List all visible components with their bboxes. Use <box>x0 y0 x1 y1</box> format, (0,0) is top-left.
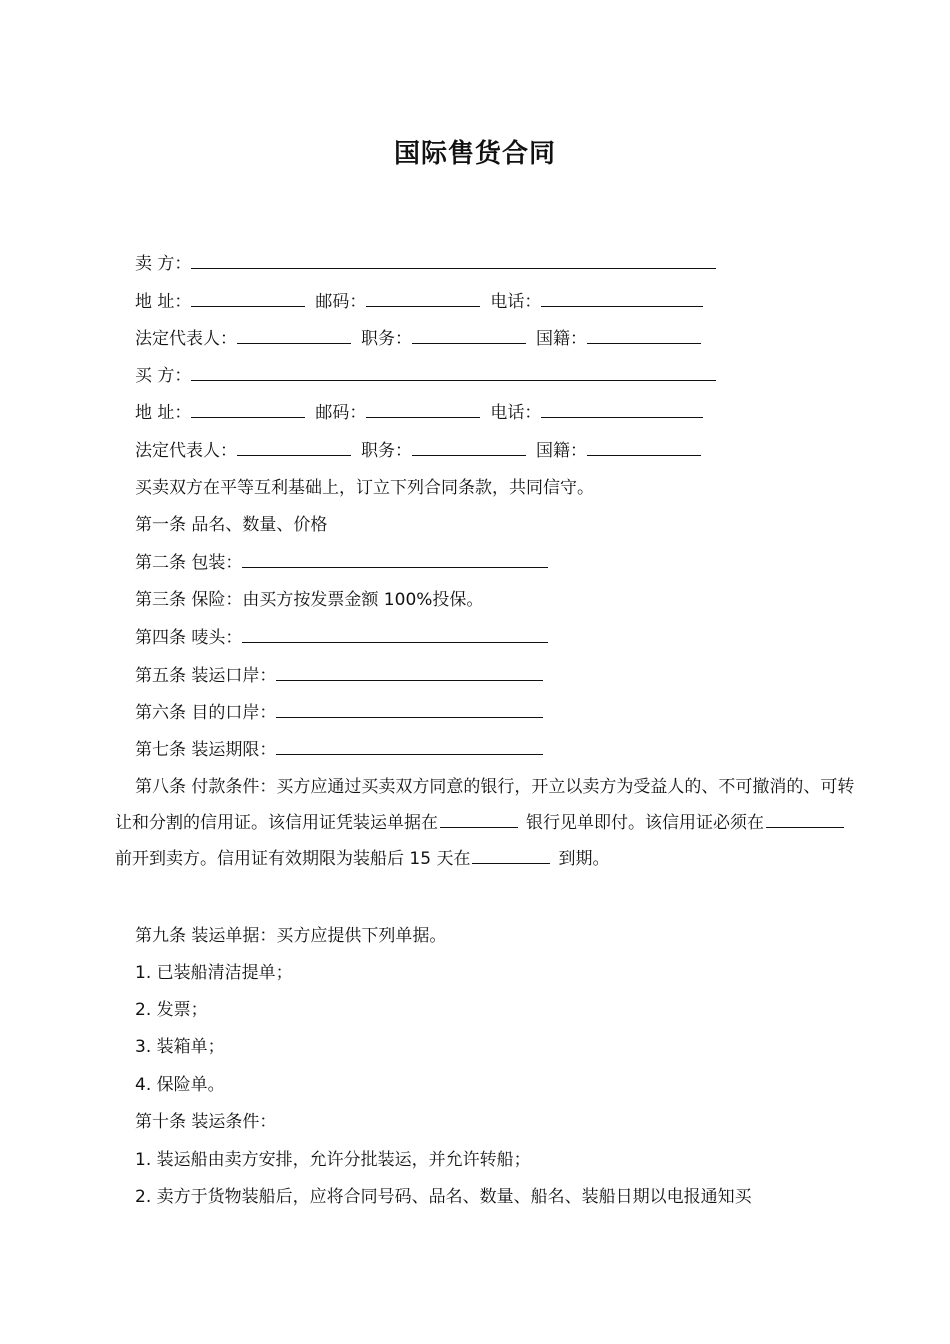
article-6-label: 第六条 目的口岸： <box>135 703 277 723</box>
address-label: 地 址： <box>135 292 192 312</box>
bank-blank[interactable] <box>440 811 518 828</box>
seller-blank[interactable] <box>191 252 716 269</box>
rep-blank[interactable] <box>237 327 351 344</box>
address-blank[interactable] <box>191 401 305 418</box>
rep-label: 法定代表人： <box>135 329 237 349</box>
page-title: 国际售货合同 <box>393 139 556 169</box>
seller-label: 卖 方： <box>135 254 192 274</box>
port-destination-blank[interactable] <box>276 701 543 718</box>
port-loading-blank[interactable] <box>276 664 543 681</box>
postcode-label: 邮码： <box>315 403 367 423</box>
list-item: 2. 发票； <box>135 1000 208 1020</box>
seller-line <box>135 252 716 275</box>
buyer-blank[interactable] <box>191 364 716 381</box>
article-4-label: 第四条 唛头： <box>135 628 243 648</box>
date-blank[interactable] <box>766 811 844 828</box>
place-blank[interactable] <box>472 847 550 864</box>
buyer-address-line <box>135 401 703 424</box>
nationality-label: 国籍： <box>536 441 587 461</box>
list-item: 1. 已装船清洁提单； <box>135 963 293 983</box>
article-8-text-1: 第八条 付款条件：买方应通过买卖双方同意的银行，开立以卖方为受益人的、不可撤消的、可转让和分割的信用证。该信用证凭装运单据在 <box>115 777 855 833</box>
article-8 <box>115 769 855 877</box>
article-2 <box>135 551 548 574</box>
nationality-blank[interactable] <box>587 439 701 456</box>
buyer-line <box>135 364 716 387</box>
article-7-label: 第七条 装运期限： <box>135 740 277 760</box>
article-8-text-4: 到期。 <box>558 849 610 869</box>
postcode-label: 邮码： <box>315 292 367 312</box>
list-item: 4. 保险单。 <box>135 1075 225 1095</box>
position-blank[interactable] <box>412 327 526 344</box>
shipment-period-blank[interactable] <box>276 738 543 755</box>
marks-blank[interactable] <box>242 626 548 643</box>
rep-blank[interactable] <box>237 439 351 456</box>
article-8-text-2: 银行见单即付。该信用证必须在 <box>526 813 764 833</box>
article-2-label: 第二条 包装： <box>135 553 243 573</box>
article-9-heading: 第九条 装运单据：买方应提供下列单据。 <box>135 926 447 946</box>
buyer-rep-line <box>135 439 701 462</box>
seller-rep-line <box>135 327 701 350</box>
postcode-blank[interactable] <box>366 401 480 418</box>
article-3: 第三条 保险：由买方按发票金额 100%投保。 <box>135 590 484 610</box>
postcode-blank[interactable] <box>366 290 480 307</box>
article-7 <box>135 738 543 761</box>
position-label: 职务： <box>361 329 412 349</box>
article-10-heading: 第十条 装运条件： <box>135 1112 277 1132</box>
article-6 <box>135 701 543 724</box>
seller-address-line <box>135 290 703 313</box>
nationality-label: 国籍： <box>536 329 587 349</box>
position-blank[interactable] <box>412 439 526 456</box>
list-item: 3. 装箱单； <box>135 1037 225 1057</box>
article-4 <box>135 626 548 649</box>
nationality-blank[interactable] <box>587 327 701 344</box>
phone-blank[interactable] <box>541 290 703 307</box>
phone-blank[interactable] <box>541 401 703 418</box>
address-label: 地 址： <box>135 403 192 423</box>
article-8-text-3: 前开到卖方。信用证有效期限为装船后 15 天在 <box>115 849 471 869</box>
article-5 <box>135 664 543 687</box>
address-blank[interactable] <box>191 290 305 307</box>
article-1: 第一条 品名、数量、价格 <box>135 515 328 535</box>
list-item: 1. 装运船由卖方安排，允许分批装运，并允许转船； <box>135 1150 531 1170</box>
phone-label: 电话： <box>490 292 542 312</box>
position-label: 职务： <box>361 441 412 461</box>
phone-label: 电话： <box>490 403 542 423</box>
list-item: 2. 卖方于货物装船后，应将合同号码、品名、数量、船名、装船日期以电报通知买 <box>135 1187 752 1207</box>
intro-text: 买卖双方在平等互利基础上，订立下列合同条款，共同信守。 <box>135 478 594 498</box>
article-5-label: 第五条 装运口岸： <box>135 666 277 686</box>
packing-blank[interactable] <box>242 551 548 568</box>
rep-label: 法定代表人： <box>135 441 237 461</box>
buyer-label: 买 方： <box>135 366 192 386</box>
